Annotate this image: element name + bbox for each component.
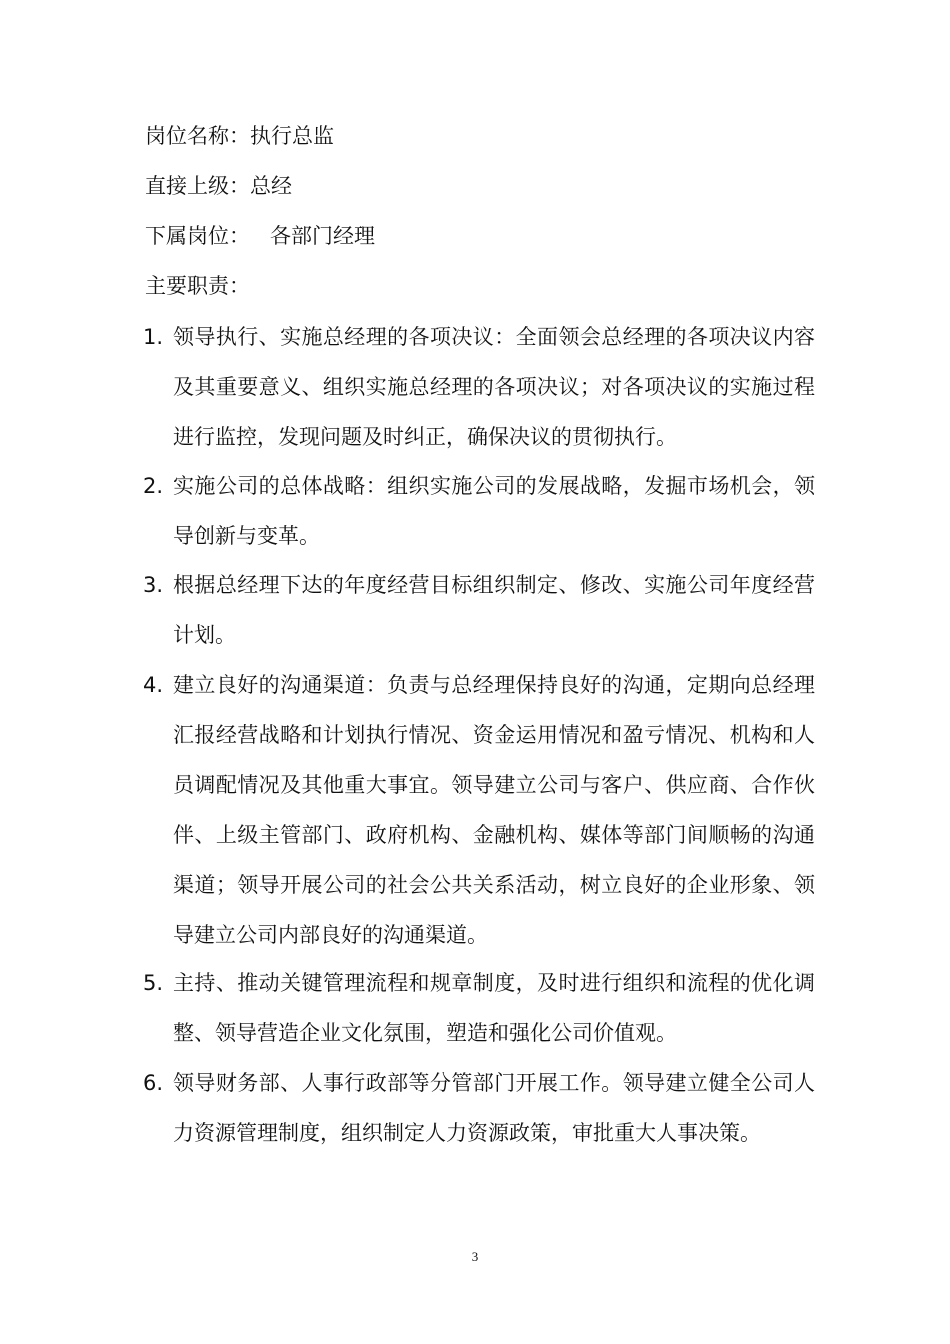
duty-item-4 <box>143 660 815 960</box>
duty-text: 根据总经理下达的年度经营目标组织制定、修改、实施公司年度经营计划。 <box>173 573 815 647</box>
duty-item-3 <box>143 560 815 660</box>
duty-text: 建立良好的沟通渠道：负责与总经理保持良好的沟通，定期向总经理汇报经营战略和计划执行情况、资金运用情况和盈亏情况、机构和人员调配情况及其他重大事宜。领导建立公司与客户、供应商、合作伙伴、上级主管部门、政府机构、金融机构、媒体等部门间顺畅的沟通渠道；领导开展公司的社会公共关系活动，树立良好的企业形象、领导建立公司内部良好的沟通渠道。 <box>173 673 815 947</box>
duty-text: 领导财务部、人事行政部等分管部门开展工作。领导建立健全公司人力资源管理制度，组织制定人力资源政策，审批重大人事决策。 <box>173 1071 815 1145</box>
duty-item-1 <box>143 312 815 462</box>
duty-number: 6. <box>143 1071 164 1095</box>
duty-item-2 <box>143 461 815 561</box>
duty-item-6 <box>143 1058 815 1158</box>
position-title-line: 岗位名称：执行总监 <box>145 124 334 148</box>
duty-number: 3. <box>143 573 164 597</box>
duty-number: 4. <box>143 673 164 697</box>
duty-number: 5. <box>143 971 164 995</box>
direct-superior-line: 直接上级：总经 <box>145 174 292 198</box>
page-number: 3 <box>471 1249 479 1264</box>
duty-item-5 <box>143 958 815 1058</box>
duty-number: 2. <box>143 474 164 498</box>
duty-text: 主持、推动关键管理流程和规章制度，及时进行组织和流程的优化调整、领导营造企业文化氛围，塑造和强化公司价值观。 <box>173 971 815 1045</box>
duty-text: 实施公司的总体战略：组织实施公司的发展战略，发掘市场机会，领导创新与变革。 <box>173 474 815 548</box>
duty-number: 1. <box>143 325 164 349</box>
main-duties-heading: 主要职责： <box>145 274 250 298</box>
duty-text: 领导执行、实施总经理的各项决议：全面领会总经理的各项决议内容及其重要意义、组织实施总经理的各项决议；对各项决议的实施过程进行监控，发现问题及时纠正，确保决议的贯彻执行。 <box>173 325 815 449</box>
subordinate-positions-line: 下属岗位： 各部门经理 <box>145 224 376 248</box>
